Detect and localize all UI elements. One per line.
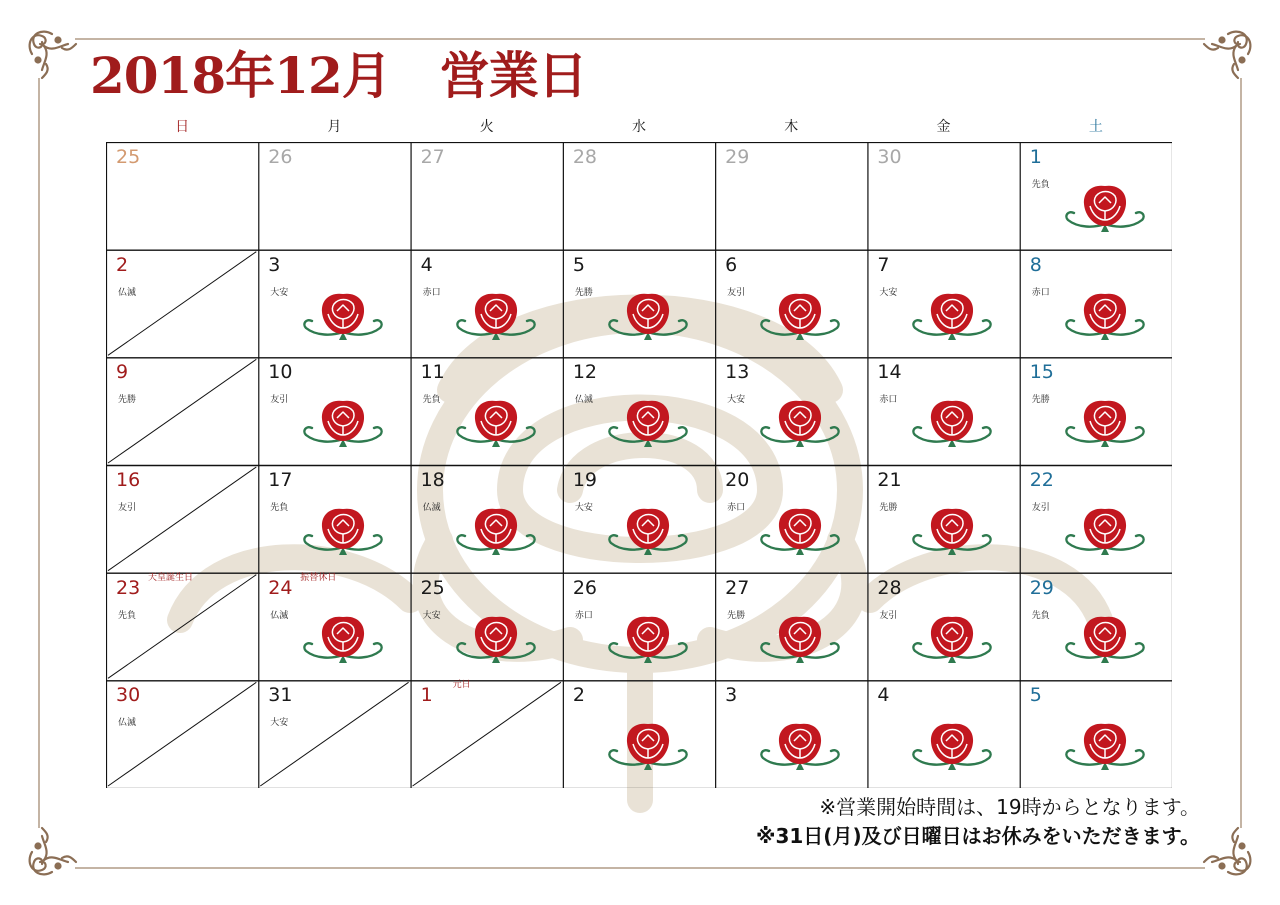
calendar-day-cell	[1020, 357, 1172, 464]
day-number: 11	[420, 361, 445, 384]
calendar-day-cell	[258, 142, 410, 249]
holiday-label: 振替休日	[300, 572, 337, 583]
day-number: 19	[572, 469, 598, 491]
rokuyo-label: 先勝	[879, 503, 898, 513]
rokuyo-label: 先勝	[574, 287, 593, 298]
day-number: 4	[420, 253, 433, 276]
frame-border-top	[75, 38, 1205, 40]
rokuyo-label: 友引	[879, 610, 898, 621]
rose-icon	[907, 718, 997, 774]
day-number: 10	[268, 361, 293, 384]
calendar-day-cell	[258, 357, 410, 464]
rokuyo-label: 仏滅	[270, 610, 289, 621]
weekday-label: 月	[327, 119, 342, 135]
day-number: 2	[572, 684, 585, 707]
rose-icon	[755, 503, 845, 559]
rose-icon	[298, 611, 388, 667]
rokuyo-label: 大安	[422, 610, 441, 621]
rose-icon	[907, 395, 997, 451]
calendar-day-cell	[411, 573, 563, 680]
day-number: 26	[572, 576, 598, 599]
rose-icon	[298, 503, 388, 559]
day-number: 29	[725, 146, 750, 168]
rokuyo-label: 大安	[270, 287, 289, 298]
day-number: 2	[116, 253, 129, 276]
rokuyo-label: 赤口	[422, 287, 441, 298]
day-number: 3	[725, 684, 738, 707]
rose-icon	[603, 288, 693, 344]
rokuyo-label: 友引	[118, 503, 137, 513]
day-number: 27	[725, 576, 750, 599]
frame-border-right	[1240, 78, 1242, 828]
day-number: 22	[1029, 469, 1054, 491]
calendar-day-cell	[563, 142, 715, 249]
calendar-day-cell	[867, 250, 1019, 357]
rokuyo-label: 先負	[1031, 610, 1050, 621]
rokuyo-label: 大安	[574, 503, 593, 513]
day-number: 30	[877, 146, 902, 168]
rokuyo-label: 先負	[1031, 180, 1050, 190]
corner-ornament-icon	[1198, 822, 1258, 882]
day-number: 23	[116, 576, 141, 599]
rose-icon	[1060, 395, 1150, 451]
rokuyo-label: 仏滅	[422, 503, 441, 513]
rose-icon	[755, 288, 845, 344]
calendar-day-cell	[106, 465, 258, 572]
calendar-day-cell	[411, 680, 563, 787]
rokuyo-label: 先負	[422, 395, 441, 406]
day-number: 6	[725, 253, 738, 276]
calendar-day-cell	[258, 573, 410, 680]
calendar-day-cell	[715, 250, 867, 357]
rokuyo-label: 赤口	[879, 395, 898, 406]
frame-border-bottom	[75, 867, 1205, 869]
rose-icon	[603, 503, 693, 559]
day-number: 27	[420, 146, 445, 168]
calendar-day-cell	[715, 680, 867, 787]
rokuyo-label: 仏滅	[574, 395, 593, 406]
rose-icon	[907, 611, 997, 667]
day-number: 7	[877, 253, 890, 276]
rose-icon	[907, 503, 997, 559]
day-number: 29	[1029, 576, 1054, 599]
calendar-day-cell	[411, 142, 563, 249]
calendar-day-cell	[106, 573, 258, 680]
day-number: 24	[268, 576, 293, 599]
calendar-day-cell	[258, 680, 410, 787]
corner-ornament-icon	[1198, 24, 1258, 84]
rokuyo-label: 先負	[270, 503, 289, 513]
rokuyo-label: 先勝	[727, 610, 746, 621]
calendar-day-cell	[1020, 250, 1172, 357]
rose-icon	[1060, 503, 1150, 559]
day-number: 5	[1029, 684, 1042, 707]
rose-icon	[451, 288, 541, 344]
day-number: 28	[572, 146, 598, 168]
rokuyo-label: 仏滅	[118, 287, 137, 298]
weekday-label: 日	[175, 119, 190, 135]
day-number: 3	[268, 253, 281, 276]
day-number: 4	[877, 684, 890, 707]
calendar-day-cell	[106, 250, 258, 357]
calendar-day-cell	[411, 250, 563, 357]
calendar-grid	[106, 142, 1172, 788]
calendar-day-cell	[715, 573, 867, 680]
day-number: 18	[420, 469, 445, 491]
rokuyo-label: 先負	[118, 610, 137, 621]
day-number: 30	[116, 684, 141, 707]
calendar-day-cell	[258, 465, 410, 572]
rose-icon	[1060, 288, 1150, 344]
day-number: 25	[420, 576, 445, 599]
rose-icon	[755, 611, 845, 667]
rose-icon	[451, 503, 541, 559]
calendar-day-cell	[867, 465, 1019, 572]
rokuyo-label: 赤口	[574, 610, 593, 621]
weekday-label: 土	[1088, 119, 1103, 135]
calendar-day-cell	[563, 573, 715, 680]
calendar-day-cell	[563, 680, 715, 787]
rose-icon	[603, 611, 693, 667]
calendar-day-cell	[411, 357, 563, 464]
corner-ornament-icon	[22, 822, 82, 882]
rose-icon	[298, 395, 388, 451]
day-number: 20	[725, 469, 750, 491]
rose-icon	[1060, 611, 1150, 667]
calendar-day-cell	[715, 465, 867, 572]
weekday-label: 木	[784, 119, 799, 135]
rose-icon	[755, 395, 845, 451]
day-number: 21	[877, 469, 902, 491]
day-number: 17	[268, 469, 293, 491]
weekday-header	[106, 116, 1172, 138]
rokuyo-label: 赤口	[1031, 287, 1050, 298]
calendar-day-cell	[563, 357, 715, 464]
calendar-day-cell	[106, 680, 258, 787]
rose-icon	[451, 611, 541, 667]
day-number: 12	[572, 361, 598, 384]
rokuyo-label: 友引	[270, 395, 289, 406]
calendar-day-cell	[715, 142, 867, 249]
day-number: 5	[572, 253, 585, 276]
day-number: 8	[1029, 253, 1042, 276]
day-number: 25	[116, 146, 141, 168]
weekday-label: 金	[936, 119, 951, 135]
rose-icon	[907, 288, 997, 344]
rose-icon	[298, 288, 388, 344]
calendar-day-cell	[106, 357, 258, 464]
calendar-day-cell	[563, 250, 715, 357]
rose-icon	[1060, 718, 1150, 774]
calendar-day-cell	[867, 357, 1019, 464]
rose-icon	[603, 718, 693, 774]
day-number: 1	[420, 684, 433, 707]
day-number: 13	[725, 361, 750, 384]
calendar-day-cell	[867, 573, 1019, 680]
calendar-day-cell	[867, 142, 1019, 249]
rokuyo-label: 友引	[1031, 503, 1050, 513]
notes	[756, 793, 1200, 851]
day-number: 9	[116, 361, 129, 384]
day-number: 1	[1029, 146, 1042, 168]
holiday-label: 元日	[452, 680, 471, 691]
calendar-day-cell	[106, 142, 258, 249]
calendar-day-cell	[1020, 573, 1172, 680]
weekday-label: 火	[479, 119, 494, 135]
note-closed-days: ※31日(月)及び日曜日はお休みをいただきます。	[756, 824, 1200, 848]
rokuyo-label: 大安	[727, 395, 746, 406]
calendar-day-cell	[1020, 680, 1172, 787]
rose-icon	[451, 395, 541, 451]
rokuyo-label: 先勝	[118, 395, 137, 406]
rokuyo-label: 先勝	[1031, 395, 1050, 406]
calendar-day-cell	[411, 465, 563, 572]
rokuyo-label: 大安	[879, 287, 898, 298]
rokuyo-label: 仏滅	[118, 718, 137, 729]
day-number: 14	[877, 361, 902, 384]
day-number: 26	[268, 146, 293, 168]
calendar-day-cell	[715, 357, 867, 464]
rose-icon	[603, 395, 693, 451]
rokuyo-label: 大安	[270, 718, 289, 729]
frame-border-left	[38, 78, 40, 828]
calendar-day-cell	[1020, 142, 1172, 249]
rose-icon	[1060, 180, 1150, 236]
calendar-day-cell	[867, 680, 1019, 787]
calendar-day-cell	[563, 465, 715, 572]
calendar-day-cell	[1020, 465, 1172, 572]
day-number: 15	[1029, 361, 1054, 384]
calendar-day-cell	[258, 250, 410, 357]
rokuyo-label: 赤口	[727, 503, 746, 513]
page-title: 2018年12月 営業日	[90, 46, 587, 105]
day-number: 28	[877, 576, 902, 599]
rose-icon	[755, 718, 845, 774]
weekday-label: 水	[631, 119, 646, 135]
note-opening-time: ※営業開始時間は、19時からとなります。	[819, 795, 1200, 819]
corner-ornament-icon	[22, 24, 82, 84]
day-number: 31	[268, 684, 293, 707]
rokuyo-label: 友引	[727, 287, 746, 298]
day-number: 16	[116, 469, 141, 491]
holiday-label: 天皇誕生日	[148, 572, 194, 583]
